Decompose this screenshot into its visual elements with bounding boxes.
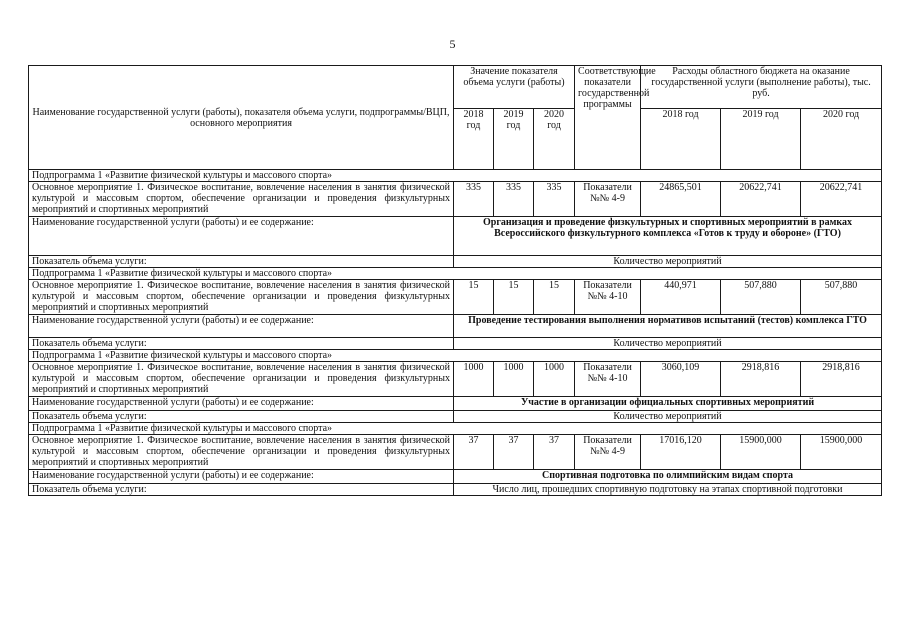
expense-cell: 15900,000	[801, 435, 882, 470]
expense-table	[28, 65, 882, 496]
service-content: Организация и проведение физкультурных и спортивных мероприятий в рамках Всероссийского физкультурного комплекса «Готов к труду и обороне» (ГТО)	[454, 217, 882, 256]
service-content: Участие в организации официальных спортивных мероприятий	[454, 397, 882, 411]
match-cell: Показатели №№ 4-9	[575, 182, 641, 217]
indicator-count-cell: 1000	[534, 362, 575, 397]
subprogram-row	[29, 268, 882, 280]
subprogram-row	[29, 423, 882, 435]
indicator-count-cell: 1000	[494, 362, 534, 397]
indicator-label: Показатель объема услуги:	[29, 411, 454, 423]
page-number: 5	[449, 37, 456, 51]
header-name-cell: Наименование государственной услуги (работы), показателя объема услуги, подпрограммы/ВЦП, основного мероприятия	[29, 66, 454, 170]
expense-cell: 507,880	[801, 280, 882, 315]
activity-cell: Основное мероприятие 1. Физическое воспитание, вовлечение населения в занятия физической культурой и массовым спортом, обеспечение организации и проведения физкультурных мероприятий и спортивных мероприятий	[29, 182, 454, 217]
activity-row	[29, 182, 882, 217]
year-cell: 2019 год	[721, 109, 801, 170]
indicator-label: Показатель объема услуги:	[29, 338, 454, 350]
subprogram-row	[29, 170, 882, 182]
expense-cell: 2918,816	[721, 362, 801, 397]
header-match-cell: Соответствующие показатели государственной программы	[575, 66, 641, 170]
expense-cell: 507,880	[721, 280, 801, 315]
subprogram-cell: Подпрограмма 1 «Развитие физической культуры и массового спорта»	[29, 423, 882, 435]
subprogram-cell: Подпрограмма 1 «Развитие физической культуры и массового спорта»	[29, 170, 882, 182]
activity-cell: Основное мероприятие 1. Физическое воспитание, вовлечение населения в занятия физической культурой и массовым спортом, обеспечение организации и проведения физкультурных мероприятий и спортивных мероприятий	[29, 280, 454, 315]
indicator-row	[29, 338, 882, 350]
header-expense-cell: Расходы областного бюджета на оказание государственной услуги (выполнение работы), тыс. руб.	[641, 66, 882, 109]
service-label: Наименование государственной услуги (работы) и ее содержание:	[29, 470, 454, 484]
service-row	[29, 470, 882, 484]
expense-cell: 17016,120	[641, 435, 721, 470]
match-cell: Показатели №№ 4-9	[575, 435, 641, 470]
service-label: Наименование государственной услуги (работы) и ее содержание:	[29, 397, 454, 411]
year-cell: 2018 год	[454, 109, 494, 170]
subprogram-cell: Подпрограмма 1 «Развитие физической культуры и массового спорта»	[29, 350, 882, 362]
indicator-count-cell: 15	[534, 280, 575, 315]
expense-cell: 3060,109	[641, 362, 721, 397]
expense-cell: 15900,000	[721, 435, 801, 470]
indicator-row	[29, 256, 882, 268]
indicator-count-cell: 335	[454, 182, 494, 217]
activity-cell: Основное мероприятие 1. Физическое воспитание, вовлечение населения в занятия физической культурой и массовым спортом, обеспечение организации и проведения физкультурных мероприятий и спортивных мероприятий	[29, 362, 454, 397]
year-cell: 2020 год	[801, 109, 882, 170]
activity-row	[29, 362, 882, 397]
expense-cell: 20622,741	[721, 182, 801, 217]
indicator-row	[29, 411, 882, 423]
service-content: Спортивная подготовка по олимпийским видам спорта	[454, 470, 882, 484]
indicator-count-cell: 37	[534, 435, 575, 470]
expense-cell: 24865,501	[641, 182, 721, 217]
service-label: Наименование государственной услуги (работы) и ее содержание:	[29, 217, 454, 256]
year-cell: 2020 год	[534, 109, 575, 170]
activity-cell: Основное мероприятие 1. Физическое воспитание, вовлечение населения в занятия физической культурой и массовым спортом, обеспечение организации и проведения физкультурных мероприятий и спортивных мероприятий	[29, 435, 454, 470]
indicator-row	[29, 484, 882, 496]
service-row	[29, 397, 882, 411]
expense-cell: 20622,741	[801, 182, 882, 217]
indicator-count-cell: 15	[494, 280, 534, 315]
activity-row	[29, 280, 882, 315]
service-row	[29, 315, 882, 338]
indicator-count-cell: 37	[494, 435, 534, 470]
subprogram-cell: Подпрограмма 1 «Развитие физической культуры и массового спорта»	[29, 268, 882, 280]
expense-cell: 440,971	[641, 280, 721, 315]
year-cell: 2018 год	[641, 109, 721, 170]
indicator-value: Количество мероприятий	[454, 411, 882, 423]
indicator-count-cell: 37	[454, 435, 494, 470]
indicator-label: Показатель объема услуги:	[29, 256, 454, 268]
service-content: Проведение тестирования выполнения нормативов испытаний (тестов) комплекса ГТО	[454, 315, 882, 338]
service-label: Наименование государственной услуги (работы) и ее содержание:	[29, 315, 454, 338]
expense-cell: 2918,816	[801, 362, 882, 397]
year-cell: 2019 год	[494, 109, 534, 170]
indicator-count-cell: 15	[454, 280, 494, 315]
match-cell: Показатели №№ 4-10	[575, 362, 641, 397]
indicator-count-cell: 335	[494, 182, 534, 217]
activity-row	[29, 435, 882, 470]
indicator-count-cell: 335	[534, 182, 575, 217]
subprogram-row	[29, 350, 882, 362]
match-cell: Показатели №№ 4-10	[575, 280, 641, 315]
indicator-value: Число лиц, прошедших спортивную подготовку на этапах спортивной подготовки	[454, 484, 882, 496]
header-value-cell: Значение показателя объема услуги (работы)	[454, 66, 575, 109]
indicator-count-cell: 1000	[454, 362, 494, 397]
service-row	[29, 217, 882, 256]
header-row	[29, 66, 882, 109]
indicator-value: Количество мероприятий	[454, 256, 882, 268]
indicator-label: Показатель объема услуги:	[29, 484, 454, 496]
indicator-value: Количество мероприятий	[454, 338, 882, 350]
